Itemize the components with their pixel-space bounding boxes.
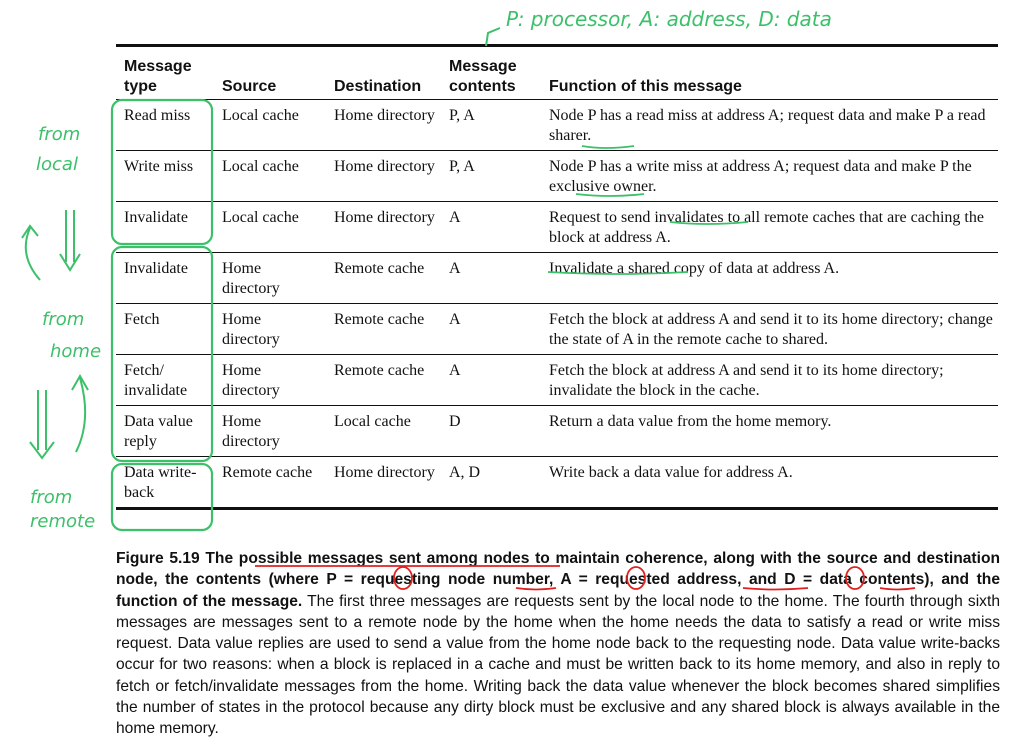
cell-function: Node P has a write miss at address A; request data and make P the exclusive owner. [549,158,972,195]
cell-type: Fetch [124,311,160,328]
table-row [116,100,998,151]
cell-contents: A [449,260,461,277]
cell-destination: Home directory [334,464,435,481]
cell-source: Local cache [222,209,299,226]
annotation-from-local-1: from [38,124,81,145]
annotation-curved-arrow-left [22,226,40,280]
annotation-from-local-2: local [36,154,78,175]
annotation-down-arrow-lower [30,390,54,458]
message-table [116,44,998,510]
cell-destination: Home directory [334,107,435,124]
cell-source: Home directory [222,413,280,450]
cell-type: Fetch/ invalidate [124,362,188,399]
annotation-from-remote-1: from [30,487,73,508]
annotation-from-home-1: from [42,309,85,330]
cell-contents: P, A [449,158,475,175]
cell-type: Read miss [124,107,191,124]
caption-bold-lead: Figure 5.19 The possible messages sent among nodes to maintain coherence, along with the source and destination node, the contents (where P = requesting node number, A = requested address, and D = data contents), and the function of the message. [116,550,1000,610]
table-row [116,406,998,457]
cell-contents: A, D [449,464,481,481]
table-row [116,355,998,406]
cell-contents: P, A [449,107,475,124]
annotation-from-remote-2: remote [30,511,96,532]
cell-contents: A [449,311,461,328]
cell-function: Return a data value from the home memory. [549,413,832,430]
cell-function: Fetch the block at address A and send it to its home directory; invalidate the block in the cache. [549,362,944,399]
cell-source: Local cache [222,158,299,175]
annotation-curved-arrow-right [72,376,88,452]
table-row [116,457,998,509]
cell-destination: Home directory [334,158,435,175]
cell-function: Fetch the block at address A and send it to its home directory; change the state of A in the remote cache to shared. [549,311,993,348]
caption-body: The first three messages are requests sent by the local node to the home. The fourth through sixth messages are messages sent to a remote node by the home when the home needs the data to satisfy a read or write miss request. Data value replies are used to send a value from the home node back to the requesting node. Data value write-backs occur for two reasons: when a block is replaced in a cache and must be written back to its home memory, and also in reply to fetch or fetch/invalidate messages from the home. Writing back the data value whenever the block becomes shared simplifies the number of states in the protocol because any dirty block must be exclusive and any shared block is always available in the home memory. [116,592,1000,738]
figure-caption [116,548,1000,740]
header-source: Source [222,78,277,95]
table-row [116,202,998,253]
annotation-from-home-2: home [50,341,102,362]
cell-type: Invalidate [124,209,188,226]
header-destination: Destination [334,78,422,95]
header-function: Function of this message [549,78,742,95]
cell-type: Write miss [124,158,194,175]
cell-source: Remote cache [222,464,313,481]
annotation-down-arrow-upper [60,210,80,270]
header-message-contents: Message contents [449,58,517,95]
cell-destination: Local cache [334,413,411,430]
cell-type: Invalidate [124,260,188,277]
cell-function: Node P has a read miss at address A; request data and make P a read sharer. [549,107,986,144]
cell-contents: D [449,413,461,430]
cell-source: Local cache [222,107,299,124]
cell-function: Request to send invalidates to all remote caches that are caching the block at address A. [549,209,984,246]
cell-type: Data value reply [124,413,193,450]
cell-source: Home directory [222,260,280,297]
table-header-row [116,46,998,100]
cell-source: Home directory [222,311,280,348]
cell-function: Invalidate a shared copy of data at address A. [549,260,840,277]
cell-contents: A [449,209,461,226]
cell-type: Data write-back [124,464,197,501]
cell-function: Write back a data value for address A. [549,464,793,481]
cell-destination: Remote cache [334,260,425,277]
table-row [116,151,998,202]
cell-destination: Home directory [334,209,435,226]
table-row [116,304,998,355]
cell-destination: Remote cache [334,311,425,328]
table-row [116,253,998,304]
cell-contents: A [449,362,461,379]
annotation-top-note: P: processor, A: address, D: data [506,7,832,31]
cell-source: Home directory [222,362,280,399]
header-message-type: Message type [124,58,192,95]
cell-destination: Remote cache [334,362,425,379]
